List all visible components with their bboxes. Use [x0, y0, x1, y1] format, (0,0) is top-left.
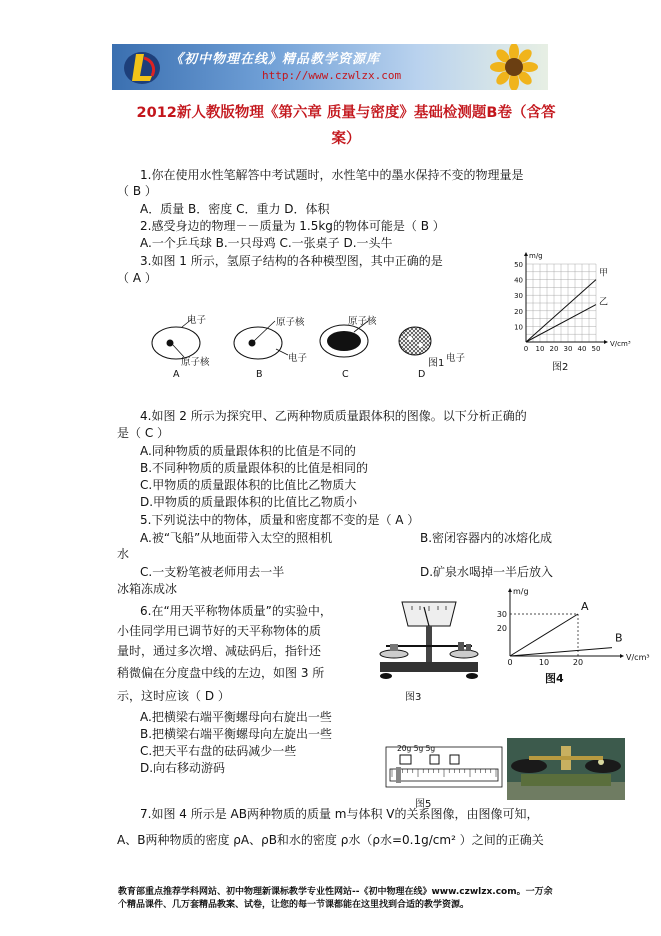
x-axis-arrow [620, 654, 624, 658]
y-axis-label: m/g [513, 587, 529, 596]
fig1-option-c: C [342, 369, 349, 380]
x-tick-label: 0 [507, 658, 513, 667]
q7-line1: 7.如图 4 所示是 AB两种物质的质量 m与体积 V的关系图像，由图像可知， [140, 807, 539, 821]
q5-stem: 5.下列说法中的物体，质量和密度都不变的是（ A ） [140, 513, 420, 527]
q7-line2: A、B两种物质的密度 ρA、ρB和水的密度 ρ水（ρ水=0.1g/cm² ）之间的正确关 [117, 833, 544, 847]
q3-stem-line2: （ A ） [117, 271, 157, 285]
q5-option-b-line2: 水 [117, 547, 130, 561]
figure-5-balance-photo [507, 738, 625, 800]
q6-line3: 量时，通过多次增、减砝码后，指针还 [117, 644, 322, 658]
site-logo-icon [122, 48, 162, 86]
q6-option-c: C.把天平右盘的砝码减少一些 [140, 744, 297, 758]
figure-3-balance [374, 598, 484, 688]
q1-options: A．质量 B．密度 C．重力 D．体积 [140, 202, 330, 216]
document-title [116, 100, 576, 152]
series-label-1: B [615, 631, 623, 645]
q2-stem: 2.感受身边的物理－－质量为 1.5kg的物体可能是（ B ） [140, 219, 445, 233]
fig3-caption: 图3 [405, 692, 422, 703]
y-tick-label: 20 [496, 624, 507, 633]
q6-option-a: A.把横梁右端平衡螺母向右旋出一些 [140, 710, 332, 724]
title-line-1: 2012新人教版物理《第六章 质量与密度》基础检测题B卷（含答 [136, 105, 556, 121]
q3-stem-line1: 3.如图 1 所示，氢原子结构的各种模型图，其中正确的是 [140, 254, 443, 268]
x-tick-label: 20 [549, 345, 559, 353]
x-tick-label: 10 [538, 658, 550, 667]
q2-options: A.一个乒乓球 B.一只母鸡 C.一张桌子 D.一头牛 [140, 236, 393, 250]
q5-option-d-line2: 冰箱冻成冰 [117, 582, 178, 596]
fig1-label-electron-b: 电子 [288, 353, 308, 364]
q6-option-d: D.向右移动游码 [140, 761, 226, 775]
y-axis-label: m/g [529, 252, 543, 260]
y-axis-arrow [524, 252, 528, 256]
fig1-option-b: B [256, 369, 263, 380]
q4-option-c: C.甲物质的质量跟体积的比值比乙物质大 [140, 478, 357, 492]
fig1-label-electron-d: 电子 [446, 353, 466, 364]
fig4-caption: 图4 [545, 672, 564, 685]
x-axis-label: V/cm³ [626, 653, 650, 662]
figure-4-chart [486, 588, 656, 678]
q6-line4: 稍微偏在分度盘中线的左边，如图 3 所 [117, 666, 325, 680]
x-tick-label: 20 [572, 658, 584, 667]
fig1-label-nucleus-a: 原子核 [181, 357, 210, 368]
fig1-label-electron-a: 电子 [187, 315, 207, 326]
figure-2-chart [500, 250, 650, 360]
fig1-option-d: D [418, 369, 426, 380]
q6-line5: 示，这时应该（ D ） [117, 689, 230, 703]
nucleus-a [167, 340, 174, 347]
y-tick-label: 30 [514, 292, 523, 301]
series-line-1 [510, 648, 612, 656]
series-label-0: 甲 [599, 268, 609, 279]
series-line-0 [510, 614, 578, 656]
sunflower-icon [484, 44, 544, 90]
fig1-label-nucleus-c: 原子核 [348, 316, 377, 327]
q5-option-d-line1: D.矿泉水喝掉一半后放入 [420, 565, 554, 579]
y-tick-label: 30 [496, 610, 507, 619]
fig1-caption: 图1 [428, 358, 445, 369]
x-tick-label: 10 [535, 345, 545, 353]
q4-option-d: D.甲物质的质量跟体积的比值比乙物质小 [140, 495, 358, 509]
series-label-1: 乙 [599, 297, 609, 308]
q4-stem-line1: 4.如图 2 所示为探究甲、乙两种物质质量跟体积的图像。以下分析正确的 [140, 409, 527, 423]
fig1-label-nucleus-b: 原子核 [276, 317, 305, 328]
banner-title: 《初中物理在线》精品教学资源库 [170, 52, 381, 67]
x-tick-label: 30 [563, 345, 573, 353]
y-tick-label: 40 [514, 276, 523, 285]
footer-line-1: 教育部重点推荐学科网站、初中物理新课标教学专业性网站--《初中物理在线》www.czwlzx.com。一万余 [118, 887, 553, 897]
y-tick-label: 50 [514, 261, 523, 269]
q1-stem-line2: （ B ） [117, 184, 157, 198]
y-axis-arrow [508, 588, 512, 592]
footer-line-2: 个精品课件、几万套精品教案、试卷，让您的每一节课都能在这里找到合适的教学资源。 [118, 900, 470, 910]
x-tick-label: 50 [591, 345, 601, 353]
y-tick-label: 20 [514, 307, 523, 316]
q4-option-a: A.同种物质的质量跟体积的比值是不同的 [140, 444, 356, 458]
q4-option-b: B.不同种物质的质量跟体积的比值是相同的 [140, 461, 369, 475]
fig2-caption: 图2 [552, 362, 569, 373]
x-axis-arrow [604, 340, 608, 344]
title-line-2: 案） [331, 131, 361, 147]
q5-option-b-line1: B.密闭容器内的冰熔化成 [420, 531, 553, 545]
x-axis-label: V/cm³ [610, 340, 631, 348]
q6-line1: 6.在“用天平称物体质量”的实验中， [140, 604, 332, 618]
q4-stem-line2: 是（ C ） [117, 426, 170, 440]
fig5-weights: 20g 5g 5g [397, 744, 436, 753]
site-banner [112, 44, 548, 90]
fig5-caption: 图5 [415, 799, 432, 810]
q1-stem-line1: 1.你在使用水性笔解答中考试题时，水性笔中的墨水保持不变的物理量是 [140, 168, 524, 182]
q6-line2: 小佳同学用已调节好的天平称物体的质 [117, 624, 322, 638]
x-tick-label: 0 [523, 345, 529, 353]
q6-option-b: B.把横梁右端平衡螺母向左旋出一些 [140, 727, 333, 741]
q5-option-a: A.被“飞船”从地面带入太空的照相机 [140, 531, 333, 545]
page-footer [118, 886, 558, 912]
x-tick-label: 40 [577, 345, 587, 353]
y-tick-label: 10 [514, 323, 523, 332]
fig1-option-a: A [173, 369, 180, 380]
banner-url[interactable]: http://www.czwlzx.com [262, 69, 402, 82]
series-label-0: A [581, 600, 589, 613]
q5-option-c: C.一支粉笔被老师用去一半 [140, 565, 285, 579]
